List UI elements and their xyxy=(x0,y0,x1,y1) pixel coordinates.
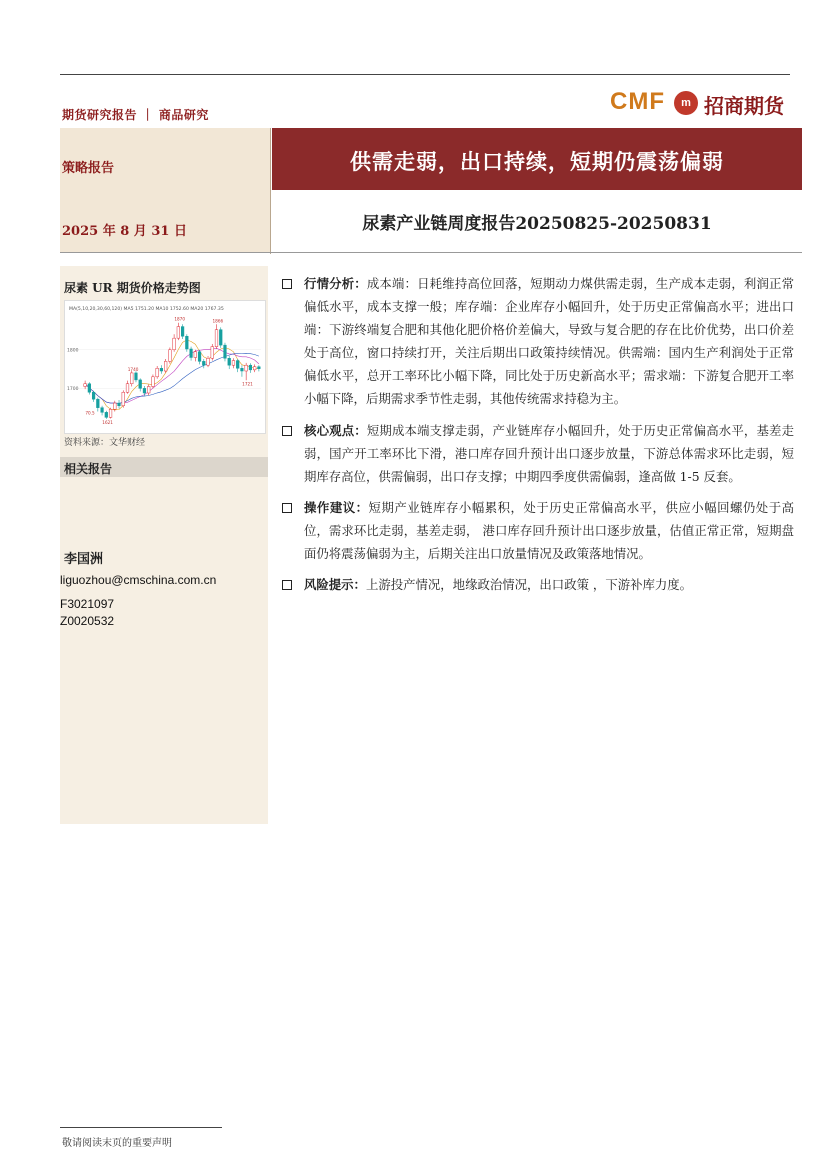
chart-annotation: 1740 xyxy=(127,366,139,372)
chart-source: 资料来源：文华财经 xyxy=(64,438,146,448)
candle-body xyxy=(101,408,104,413)
candle xyxy=(236,359,239,372)
section-text: 成本端：日耗维持高位回落，短期动力煤供需走弱，生产成本走弱，利润正常偏低水平，成本支撑一般；库存端：企业库存小幅回升，处于历史正常偏高水平；进出口端：下游终端复合肥和其他化肥价格价差偏大，导致与复合肥的存在比价优势，出口价差处于高位，窗口持续打开，关注后期出口政策持续情况。供需端：国内生产利润处于正常偏低水平，总开工率环比小幅下降，同比处于历史新高水平；需求端：下游复合肥开工率小幅下降，后期需求季节性走弱，其他传统需求持稳为主。 xyxy=(304,276,794,407)
section-lead: 风险提示： xyxy=(304,577,366,593)
price-chart xyxy=(64,300,266,434)
candle xyxy=(258,365,261,371)
candle xyxy=(241,365,244,377)
moving-average-lines xyxy=(85,340,259,410)
logo-latin: CMF xyxy=(610,88,665,115)
candle xyxy=(156,366,159,379)
candle-body xyxy=(160,368,163,371)
candle xyxy=(152,374,155,388)
candle-body xyxy=(232,361,235,366)
candle-body xyxy=(109,409,112,417)
candle xyxy=(207,356,210,367)
candle xyxy=(122,390,125,407)
candle-body xyxy=(156,368,159,376)
author-license-z: Z0020532 xyxy=(60,614,115,628)
section-lead: 操作建议： xyxy=(304,499,369,515)
y-tick-label: 1800 xyxy=(67,348,79,354)
candle-body xyxy=(241,368,244,371)
candle-body xyxy=(122,392,125,406)
candle xyxy=(190,347,193,361)
candle xyxy=(219,327,222,347)
section-lead: 核心观点： xyxy=(304,422,367,438)
candle-body xyxy=(105,412,108,417)
candle xyxy=(130,371,133,386)
candle xyxy=(105,411,108,419)
chart-annotation: 1621 xyxy=(102,419,113,425)
checkbox-square-icon xyxy=(282,426,292,436)
candle xyxy=(198,350,201,365)
candle-body xyxy=(253,367,256,370)
header-bottom-rule xyxy=(60,252,802,253)
candle-body xyxy=(173,338,176,350)
candle xyxy=(164,359,167,373)
candle xyxy=(101,406,104,416)
candle xyxy=(147,385,150,396)
candle-body xyxy=(143,388,146,393)
author-license-f: F3021097 xyxy=(60,597,115,611)
candle-body xyxy=(96,399,99,407)
chart-legend: MA(5,10,20,30,60,120) MA5 1751.20 MA10 1752.60 MA20 1767.35 xyxy=(69,307,224,312)
report-type: 策略报告 xyxy=(62,161,115,176)
candle-body xyxy=(164,361,167,371)
candle-body xyxy=(198,352,201,362)
candle xyxy=(202,359,205,368)
top-rule xyxy=(60,74,790,75)
header-divider xyxy=(270,128,271,254)
candle-body xyxy=(228,358,231,365)
candle xyxy=(228,356,231,369)
candle-body xyxy=(224,345,227,358)
candle-body xyxy=(181,327,184,337)
candle-body xyxy=(88,384,91,392)
candle-body xyxy=(202,361,205,365)
candle xyxy=(143,386,146,396)
candle-body xyxy=(113,403,116,409)
candle-body xyxy=(152,377,155,387)
candle xyxy=(194,350,197,362)
section-text: 短期成本端支撑走弱，产业链库存小幅回升，处于历史正常偏高水平，基差走弱，国产开工率环比下滑，港口库存回升预计出口逐步放量，下游总体需求环比走弱，短期库存高位，供需偏弱，出口存支撑；中期四季度供需偏弱，逢高做 1-5 反套。 xyxy=(304,422,794,484)
footer-disclaimer: 敬请阅读末页的重要声明 xyxy=(62,1138,172,1149)
author-name: 李国洲 xyxy=(64,552,104,567)
price-chart-svg xyxy=(65,301,265,433)
logo-chinese: 招商期货 xyxy=(704,94,784,118)
candle-body xyxy=(211,347,214,359)
candle-body xyxy=(258,367,261,369)
candle-body xyxy=(147,386,150,393)
candle xyxy=(177,323,180,340)
candle xyxy=(245,363,248,380)
section-core-view xyxy=(282,419,794,488)
candle-body xyxy=(135,373,138,380)
candle-body xyxy=(215,330,218,347)
candle xyxy=(232,358,235,368)
candle xyxy=(160,365,163,373)
candle xyxy=(215,324,218,349)
ma5-line xyxy=(85,340,259,410)
candle-body xyxy=(219,330,222,345)
candle xyxy=(169,347,172,363)
candle-series xyxy=(84,323,260,419)
candle xyxy=(173,334,176,351)
page-title: 供需走弱，出口持续，短期仍震荡偏弱 xyxy=(350,149,724,174)
candle-body xyxy=(177,327,180,339)
candle-body xyxy=(249,365,252,370)
related-reports-label: 相关报告 xyxy=(64,462,113,476)
chart-annotation: 70.5 xyxy=(85,410,95,416)
candle-body xyxy=(185,336,188,349)
candle-body xyxy=(169,350,172,362)
footer-rule xyxy=(60,1127,222,1128)
candle xyxy=(118,400,121,408)
candle xyxy=(224,343,227,362)
candle-body xyxy=(84,384,87,387)
section-risk-warning xyxy=(282,573,794,596)
y-tick-label: 1700 xyxy=(67,386,79,392)
candle-body xyxy=(190,349,193,357)
candle xyxy=(139,378,142,391)
checkbox-square-icon xyxy=(282,503,292,513)
candle-body xyxy=(126,384,129,392)
candle xyxy=(211,344,214,361)
section-lead: 行情分析： xyxy=(304,276,367,291)
section-trading-advice xyxy=(282,496,794,565)
candle-body xyxy=(118,403,121,406)
candle-body xyxy=(92,392,95,399)
candle xyxy=(88,382,91,394)
company-logo xyxy=(610,88,800,120)
checkbox-square-icon xyxy=(282,580,292,590)
candle xyxy=(181,324,184,339)
main-content xyxy=(282,272,794,604)
author-email[interactable]: liguozhou@cmschina.com.cn xyxy=(60,573,217,587)
chart-annotation: 1870 xyxy=(174,316,186,322)
candle-body xyxy=(245,365,248,371)
candle-body xyxy=(194,352,197,358)
candle xyxy=(253,364,256,372)
candle-body xyxy=(236,361,239,369)
report-category: 期货研究报告 ｜ 商品研究 xyxy=(62,108,209,122)
section-text: 短期产业链库存小幅累积，处于历史正常偏高水平，供应小幅回螺仍处于高位，需求环比走弱，基差走弱， 港口库存回升预计出口逐步放量，估值正常正常，短期盘面仍将震荡偏弱为主，后期关注出口放量情况及政策落地情况。 xyxy=(304,499,795,562)
checkbox-square-icon xyxy=(282,279,292,289)
chart-annotation: 1866 xyxy=(212,318,224,324)
page-subtitle: 尿素产业链周度报告20250825-20250831 xyxy=(362,214,712,234)
logo-mark-icon: m xyxy=(674,91,698,115)
candle xyxy=(92,391,95,402)
candle xyxy=(249,363,252,373)
candle xyxy=(126,381,129,394)
chart-title: 尿素 UR 期货价格走势图 xyxy=(64,281,201,295)
candle xyxy=(84,381,87,389)
candle xyxy=(96,398,99,412)
candle xyxy=(109,408,112,419)
report-date: 2025 年 8 月 31 日 xyxy=(62,224,187,239)
ma10-line xyxy=(85,348,259,403)
candle-body xyxy=(130,373,133,384)
candle-body xyxy=(207,358,210,365)
section-text: 上游投产情况，地缘政治情况，出口政策 ，下游补库力度。 xyxy=(365,577,693,593)
chart-annotation: 1721 xyxy=(242,381,253,387)
candle xyxy=(185,334,188,351)
candle-body xyxy=(139,380,142,388)
section-market-analysis xyxy=(282,272,794,411)
candle xyxy=(135,371,138,382)
